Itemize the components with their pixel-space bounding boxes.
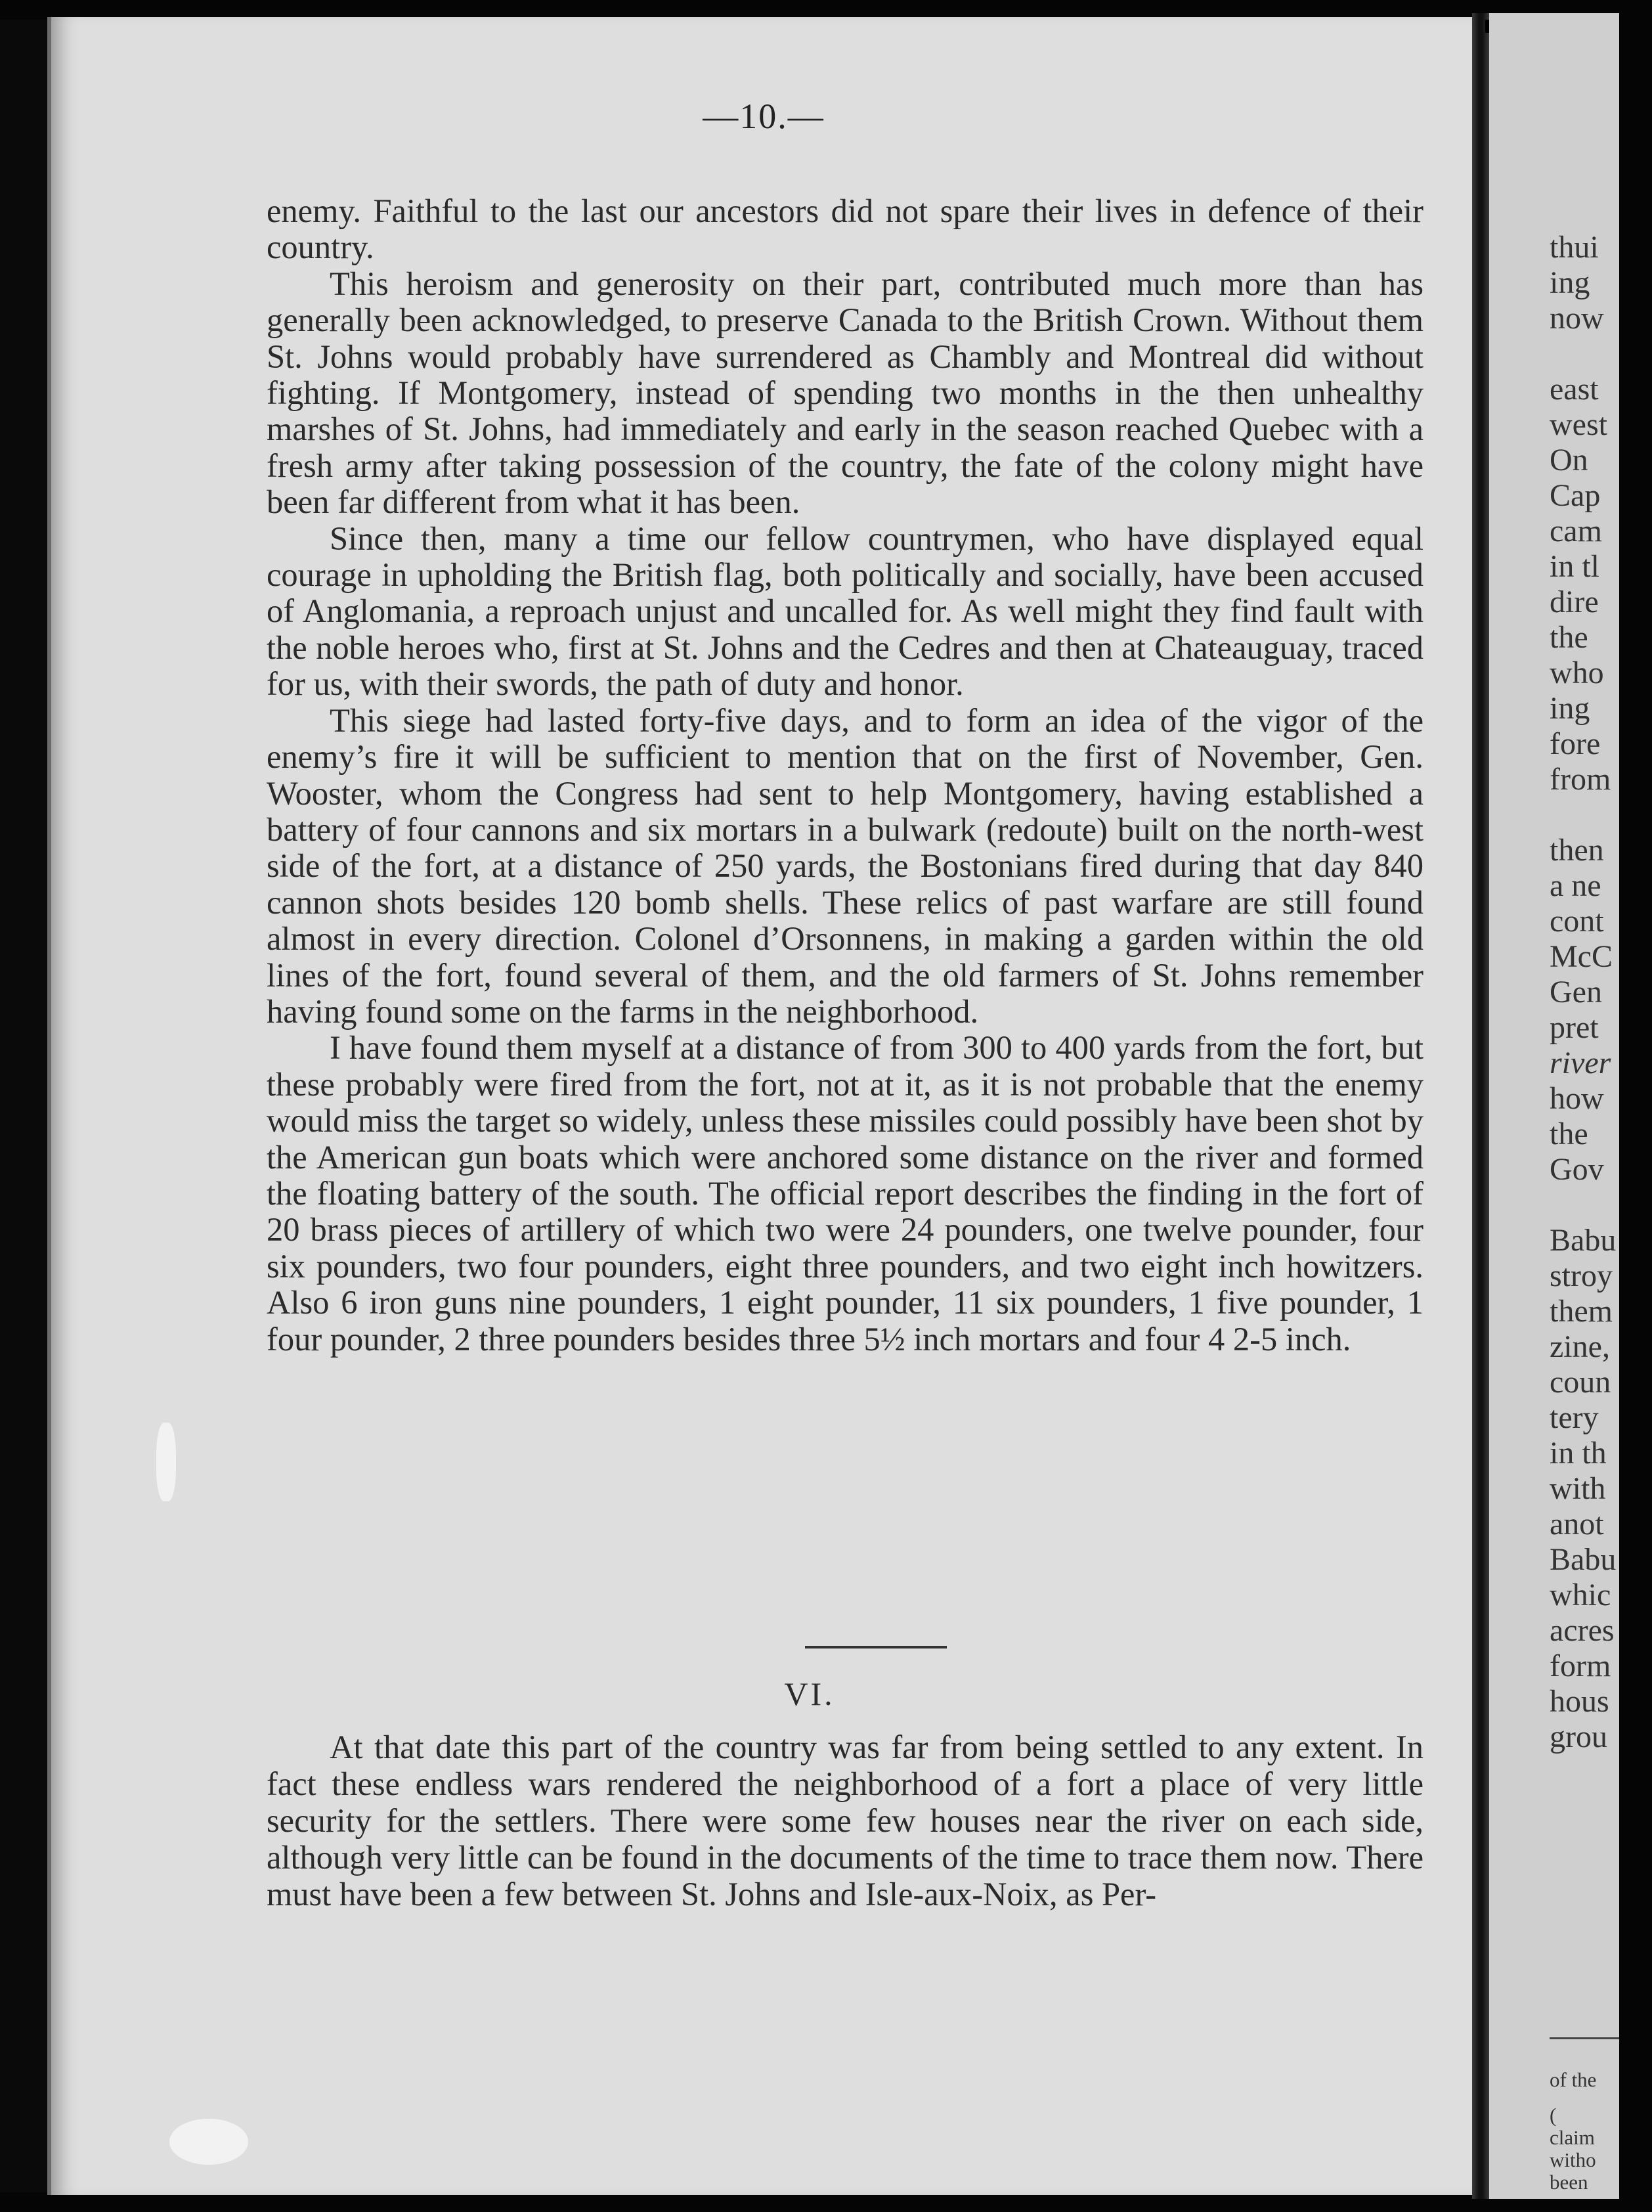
section-divider — [805, 1646, 947, 1648]
facing-line: anot — [1550, 1507, 1604, 1541]
scan-border-right — [1619, 0, 1652, 2212]
body-text — [267, 193, 1424, 1358]
facing-line: how — [1550, 1081, 1604, 1116]
footnote-rule — [1550, 2037, 1619, 2039]
paper-blemish — [169, 2119, 248, 2165]
paragraph: I have found them myself at a distance of from 300 to 400 yards from the fort, but these probably were fired from the fort, not at it, as it is not probable that the enemy would miss the target so widely, unless these missiles could possibly have been shot by the American gun boats which were anchored some distance on the river and formed the floating battery of the south. The official report describes the finding in the fort of 20 brass pieces of artillery of which two were 24 pounders, one twelve pounder, four six pounders, two four pounders, eight three pounders, and two eight inch howitzers. Also 6 iron guns nine pounders, 1 eight pounder, 11 six pounders, 1 five pounder, 1 four pounder, 2 three pounders besides three 5½ inch mortars and four 4 2-5 inch. — [267, 1029, 1424, 1358]
facing-line: them — [1550, 1294, 1613, 1329]
paragraph: This siege had lasted forty-five days, and to form an idea of the vigor of the enemy’s fire it will be sufficient to mention that on the first of November, Gen. Wooster, whom the Congress had sent to help Montgomery, having established a battery of four cannons and six mortars in a bulwark (redoute) built on the north-west side of the fort, at a distance of 250 yards, the Bostonians fired during that day 840 cannon shots besides 120 bomb shells. These relics of past warfare are still found almost in every direction. Colonel d’Orsonnens, in making a garden within the old lines of the fort, found several of them, and the old farmers of St. Johns remember having found some on the farms in the neighborhood. — [267, 701, 1424, 1030]
facing-line: form — [1550, 1648, 1611, 1683]
facing-line: fore — [1550, 726, 1601, 761]
facing-line: Gov — [1550, 1152, 1604, 1187]
facing-line: dire — [1550, 585, 1599, 619]
facing-line: the — [1550, 620, 1588, 655]
facing-line: Gen — [1550, 975, 1602, 1009]
facing-line: hous — [1550, 1684, 1609, 1719]
spacer — [1550, 797, 1616, 833]
facing-line: thui — [1550, 230, 1599, 265]
spacer — [1550, 2091, 1596, 2104]
facing-line: stroy — [1550, 1258, 1613, 1293]
facing-page-text — [1550, 230, 1616, 1755]
facing-line: in tl — [1550, 549, 1600, 584]
facing-line: ing — [1550, 265, 1590, 300]
book-gutter — [1472, 13, 1489, 2199]
facing-line: the — [1550, 1117, 1588, 1151]
facing-line: Babu — [1550, 1542, 1617, 1577]
facing-line: ing — [1550, 691, 1590, 726]
facing-line: river — [1550, 1046, 1611, 1080]
facing-line: zine, — [1550, 1329, 1610, 1364]
scan-border-bottom — [0, 2192, 1652, 2212]
facing-page-footnotes — [1550, 2069, 1596, 2194]
facing-line: from — [1550, 762, 1611, 797]
facing-line: then — [1550, 833, 1604, 868]
paragraph: Since then, many a time our fellow countrymen, who have displayed equal courage in upholding the British flag, both politically and socially, have been accused of Anglomania, a reproach unjust and uncalled for. As well might they find fault with the noble heroes who, first at St. Johns and the Cedres and then at Chateauguay, traced for us, with their swords, the path of duty and honor. — [267, 520, 1424, 703]
footnote-line: been — [1550, 2171, 1588, 2194]
facing-line: cam — [1550, 514, 1602, 548]
facing-page — [1489, 13, 1619, 2199]
facing-line: McC — [1550, 939, 1613, 974]
facing-line: whic — [1550, 1578, 1611, 1612]
footnote-line: ( — [1550, 2104, 1557, 2127]
left-page — [47, 17, 1476, 2195]
section-heading: VI. — [784, 1675, 835, 1712]
paragraph: This heroism and generosity on their part, contributed much more than has generally been acknowledged, to preserve Canada to the British Crown. Without them St. Johns would probably have surrendered as Chambly and Montreal did without fighting. If Montgomery, instead of spending two months in the then unhealthy marshes of St. Johns, had immediately and early in the season reached Quebec with a fresh army after taking possession of the country, the fate of the colony might have been far different from what it has been. — [267, 265, 1424, 521]
facing-line: On — [1550, 443, 1588, 477]
facing-line: who — [1550, 655, 1604, 690]
facing-line: a ne — [1550, 868, 1601, 903]
page-number: —10.— — [703, 97, 825, 136]
facing-line: cont — [1550, 904, 1604, 939]
spacer — [1550, 1187, 1616, 1223]
facing-line: grou — [1550, 1719, 1607, 1754]
facing-line: Babu — [1550, 1223, 1617, 1258]
facing-line: in th — [1550, 1436, 1607, 1471]
paragraph: enemy. Faithful to the last our ancestors did not spare their lives in defence of their country. — [267, 192, 1424, 266]
footnote-line: claim — [1550, 2126, 1595, 2149]
facing-line: with — [1550, 1471, 1606, 1506]
footnote-line: of the — [1550, 2068, 1597, 2091]
facing-line: tery — [1550, 1400, 1599, 1435]
facing-line: acres — [1550, 1613, 1615, 1648]
footnote-line: witho — [1550, 2148, 1596, 2171]
facing-line: west — [1550, 407, 1607, 442]
facing-line: coun — [1550, 1365, 1611, 1400]
facing-line: pret — [1550, 1010, 1599, 1045]
section-body-text — [267, 1729, 1424, 1913]
facing-line: Cap — [1550, 478, 1601, 513]
paragraph: At that date this part of the country was far from being settled to any extent. In fact these endless wars rendered the neighborhood of a fort a place of very little security for the settlers. There were some few houses near the river on each side, although very little can be found in the documents of the time to trace them now. There must have been a few between St. Johns and Isle-aux-Noix, as Per- — [267, 1729, 1424, 1913]
spacer — [1550, 336, 1616, 372]
facing-line: now — [1550, 301, 1604, 336]
facing-line: east — [1550, 372, 1599, 407]
paper-blemish — [156, 1423, 176, 1501]
